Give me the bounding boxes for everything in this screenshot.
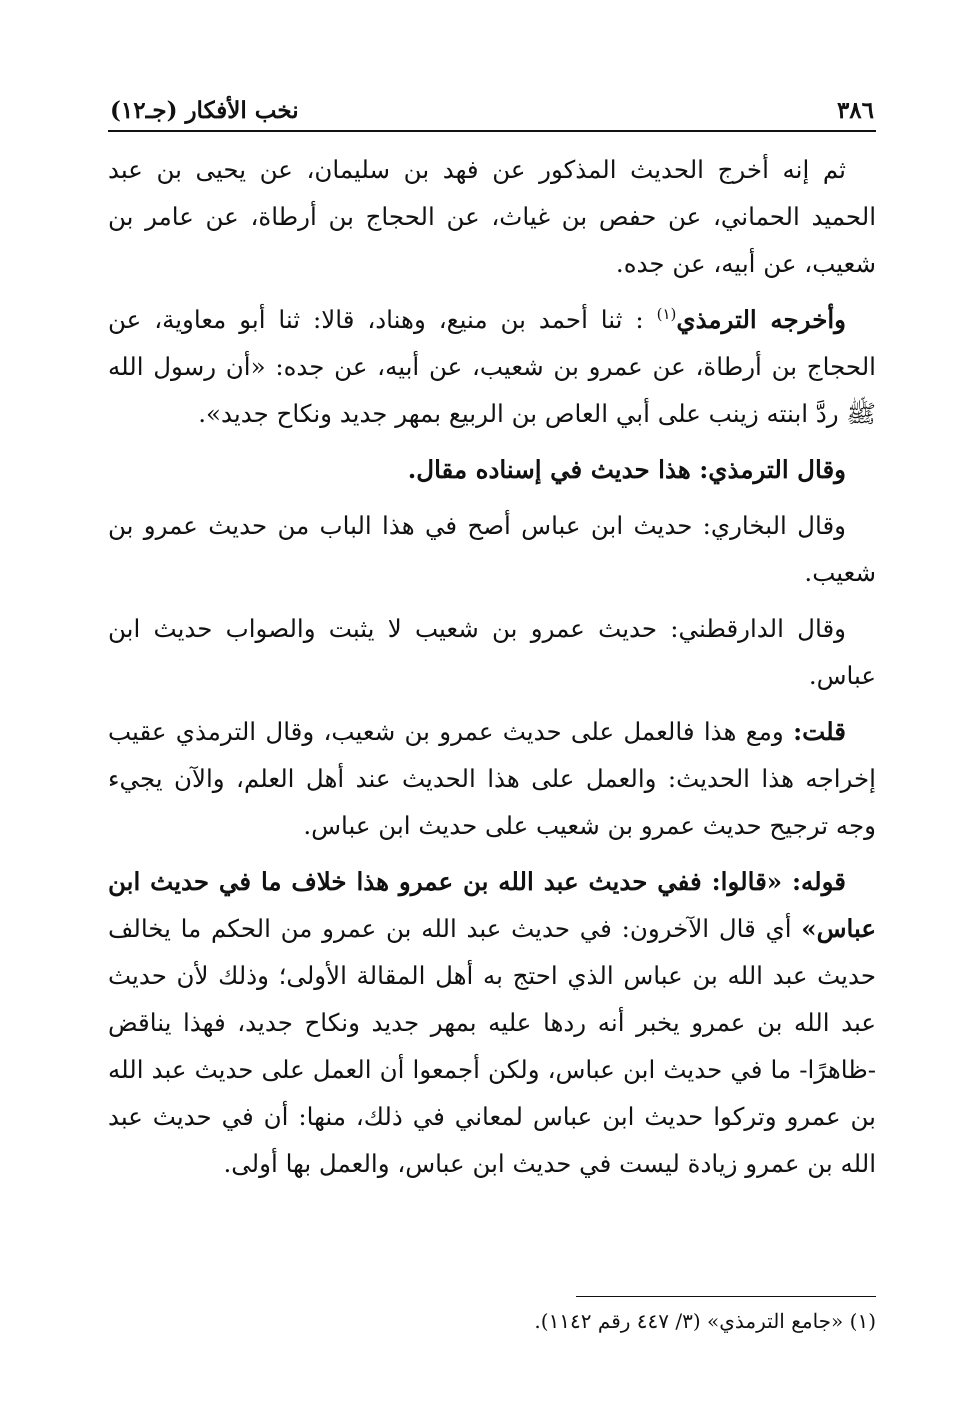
paragraph-5-text: وقال الدارقطني: حديث عمرو بن شعيب لا يثبت والصواب حديث ابن عباس. xyxy=(108,614,876,690)
paragraph-2-lead: وأخرجه الترمذي xyxy=(676,305,846,334)
paragraph-6-text: ومع هذا فالعمل على حديث عمرو بن شعيب، وقال الترمذي عقيب إخراجه هذا الحديث: والعمل على هذا الحديث عند أهل العلم، والآن يجيء وجه ترجيح حديث عمرو بن شعيب على حديث ابن عباس. xyxy=(108,717,876,840)
paragraph-5 xyxy=(108,605,876,699)
paragraph-6 xyxy=(108,708,876,849)
paragraph-7-text: أي قال الآخرون: في حديث عبد الله بن عمرو من الحكم ما يخالف حديث عبد الله بن عباس الذي احتج به أهل المقالة الأولى؛ وذلك لأن حديث عبد الله بن عمرو يخبر أنه ردها عليه بمهر جديد ونكاح جديد، فهذا يناقض -ظاهرًا- ما في حديث ابن عباس، ولكن أجمعوا أن العمل على حديث عبد الله بن عمرو وتركوا حديث ابن عباس لمعاني في ذلك، منها: أن في حديث عبد الله بن عمرو زيادة ليست في حديث ابن عباس، والعمل بها أولى. xyxy=(108,914,876,1178)
main-text xyxy=(108,146,876,1187)
header-rule xyxy=(108,130,876,132)
paragraph-2-text: : ثنا أحمد بن منيع، وهناد، قالا: ثنا أبو معاوية، عن الحجاج بن أرطاة، عن عمرو بن شعيب، عن أبيه، عن جده: «أن رسول الله ﷺ ردَّ ابنته زينب على أبي العاص بن الربيع بمهر جديد ونكاح جديد». xyxy=(108,305,876,428)
running-header xyxy=(108,80,876,124)
footnote-rule xyxy=(576,1296,876,1297)
paragraph-4-text: وقال البخاري: حديث ابن عباس أصح في هذا الباب من حديث عمرو بن شعيب. xyxy=(108,511,876,587)
book-page xyxy=(108,80,876,1333)
paragraph-6-lead: قلت: xyxy=(793,717,846,746)
paragraph-3 xyxy=(108,446,876,493)
paragraph-2 xyxy=(108,296,876,437)
paragraph-1-text: ثم إنه أخرج الحديث المذكور عن فهد بن سليمان، عن يحيى بن عبد الحميد الحماني، عن حفص بن غياث، عن الحجاج بن أرطاة، عن عامر بن شعيب، عن أبيه، عن جده. xyxy=(108,155,876,278)
footnote-ref-1[interactable]: (١) xyxy=(656,304,677,323)
paragraph-3-lead: وقال الترمذي: هذا حديث في إسناده مقال. xyxy=(407,455,846,484)
footnote-1-text: (١) «جامع الترمذي» (٣/ ٤٤٧ رقم ١١٤٢). xyxy=(534,1309,876,1333)
paragraph-7 xyxy=(108,858,876,1187)
paragraph-4 xyxy=(108,502,876,596)
page-number: ٣٨٦ xyxy=(836,97,874,124)
paragraph-7-lead: قوله: «قالوا: ففي حديث عبد الله بن عمرو هذا خلاف ما في حديث ابن عباس» xyxy=(108,867,876,943)
footnote-1 xyxy=(108,1305,876,1337)
paragraph-1 xyxy=(108,146,876,287)
book-title: نخب الأفكار (جـ١٢) xyxy=(110,97,299,124)
